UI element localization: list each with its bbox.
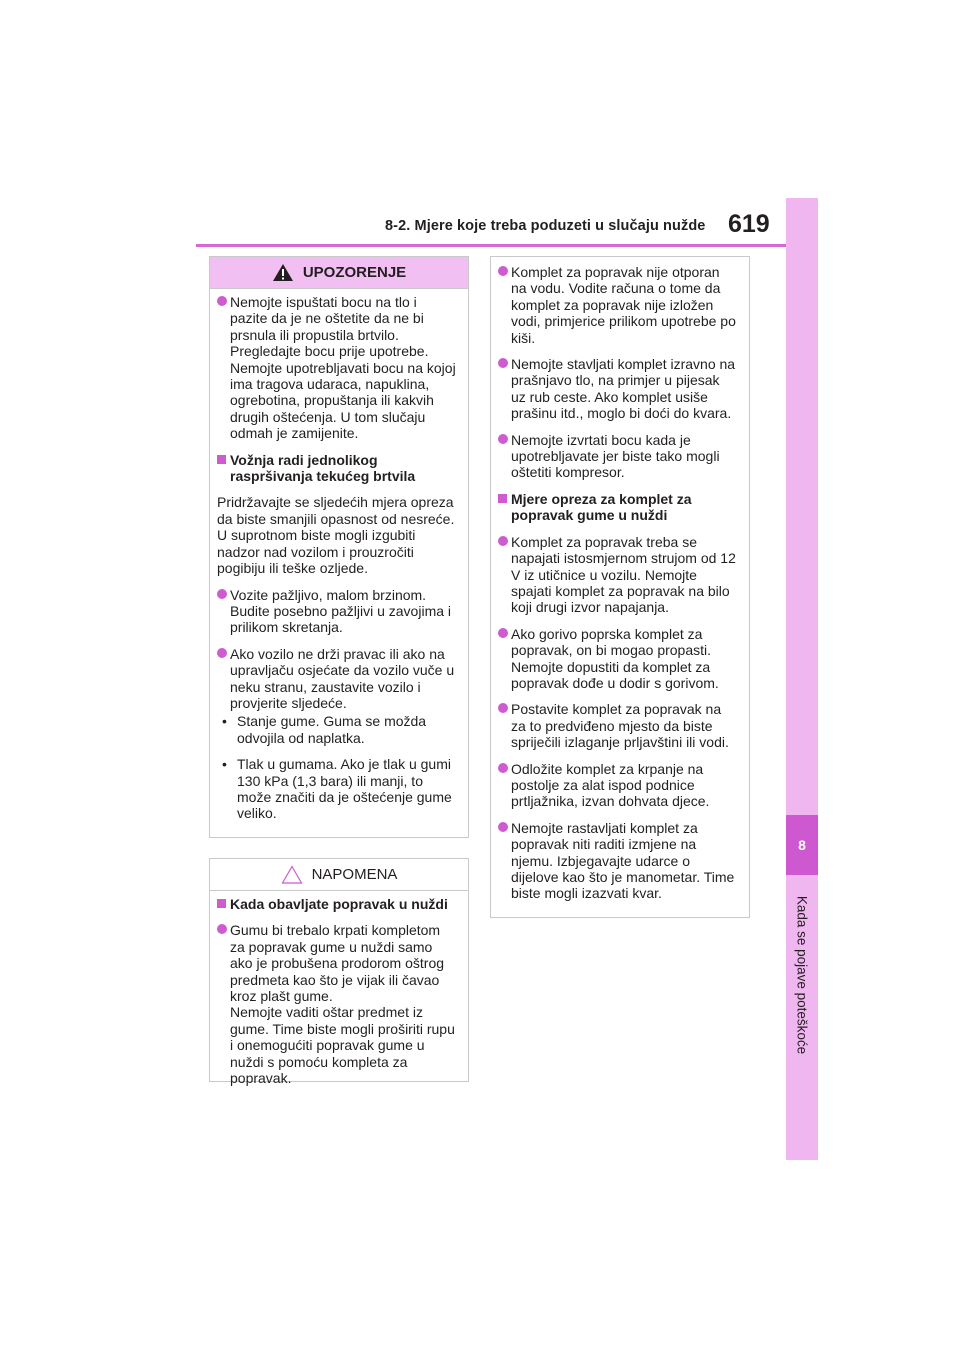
warning-bullet: Nemojte izvrtati bocu kada je upotrebljavate jer biste tako mogli oštetiti kompresor. [498,432,737,481]
note-bullet [217,922,456,1086]
note-bullet-line: Nemojte vaditi oštar predmet iz gume. Time biste mogli proširiti rupu i onemogućiti popravak gume u nuždi s pomoću kompleta za popravak. [230,1004,455,1087]
warning-subheading: Vožnja radi jednolikog raspršivanja tekućeg brtvila [217,452,456,485]
warning-bullet: Ako gorivo poprska komplet za popravak, on bi mogao propasti. Nemojte dopustiti da komplet za popravak dođe u dodir s gorivom. [498,626,737,692]
continued-warning-box [490,256,750,918]
note-header [210,859,468,891]
header-divider [196,244,786,247]
warning-bullet: Nemojte rastavljati komplet za popravak niti raditi izmjene na njemu. Izbjegavajte udarce o dijelove kao što je manometar. Time biste mogli izazvati kvar. [498,820,737,902]
chapter-label: Kada se pojave poteškoće [794,895,810,1055]
warning-paragraph [217,494,456,576]
warning-paragraph-line: Pridržavajte se sljedećih mjera opreza da biste smanjili opasnost od nesreće. [217,494,455,527]
warning-triangle-icon [272,263,294,282]
warning-bullet: Nemojte stavljati komplet izravno na prašnjavo tlo, na primjer u pijesak uz rub ceste. Ako komplet usiše prašinu itd., moglo bi doći do kvara. [498,356,737,422]
page-number: 619 [728,210,770,238]
warning-title: UPOZORENJE [302,264,407,281]
note-box [209,858,469,1087]
chapter-number-badge: 8 [786,815,818,875]
note-subheading: Kada obavljate popravak u nuždi [217,896,456,912]
warning-bullet: Nemojte ispuštati bocu na tlo i pazite da je ne oštetite da ne bi prsnula ili propustila brtvilo. Pregledajte bocu prije upotrebe. Nemojte upotrebljavati bocu na kojoj ima tragova udaraca, napuklina, ogrebotina, propuštanja ili kakvih drugih oštećenja. U tom slučaju odmah je zamijenite. [217,294,456,442]
warning-header [210,257,468,289]
warning-bullet: Komplet za popravak nije otporan na vodu. Vodite računa o tome da komplet za popravak nije izložen vodi, primjerice prilikom upotrebe po kiši. [498,264,737,346]
continued-warning-body [491,257,749,908]
warning-sub-bullet: • Stanje gume. Guma se možda odvojila od naplatka. [217,713,456,746]
note-body [210,891,468,1092]
warning-bullet: Postavite komplet za popravak na za to predviđeno mjesto da biste spriječili izlaganje prljavštini ili vodi. [498,701,737,750]
warning-bullet: Komplet za popravak treba se napajati istosmjernom strujom od 12 V iz utičnice u vozilu. Nemojte spajati komplet za popravak na bilo koji drugi izvor napajanja. [498,534,737,616]
warning-bullet: Vozite pažljivo, malom brzinom. Budite posebno pažljivi u zavojima i prilikom skretanja. [217,587,456,636]
warning-bullet: Odložite komplet za krpanje na postolje za alat ispod podnice prtljažnika, izvan dohvata djece. [498,761,737,810]
note-title: NAPOMENA [311,866,398,883]
warning-subheading: Mjere opreza za komplet za popravak gume u nuždi [498,491,737,524]
section-title: 8-2. Mjere koje treba poduzeti u slučaju nužde [385,218,706,234]
warning-bullet: Ako vozilo ne drži pravac ili ako na upravljaču osjećate da vozilo vuče u neku stranu, zaustavite vozilo i provjerite sljedeće. [217,646,456,712]
note-bullet-line: Gumu bi trebalo krpati kompletom za popravak gume u nuždi samo ako je probušena prodorom oštrog predmeta kao što je vijak ili čavao kroz plašt gume. [230,922,445,1005]
warning-paragraph-line: U suprotnom biste mogli izgubiti nadzor nad vozilom i prouzročiti pogibiju ili teške ozljede. [217,527,416,577]
warning-sub-bullet: • Tlak u gumama. Ako je tlak u gumi 130 kPa (1,3 bara) ili manji, to može značiti da je oštećenje gume veliko. [217,756,456,822]
caution-outline-triangle-icon [281,865,303,884]
warning-box [209,256,469,838]
warning-body [210,289,468,828]
